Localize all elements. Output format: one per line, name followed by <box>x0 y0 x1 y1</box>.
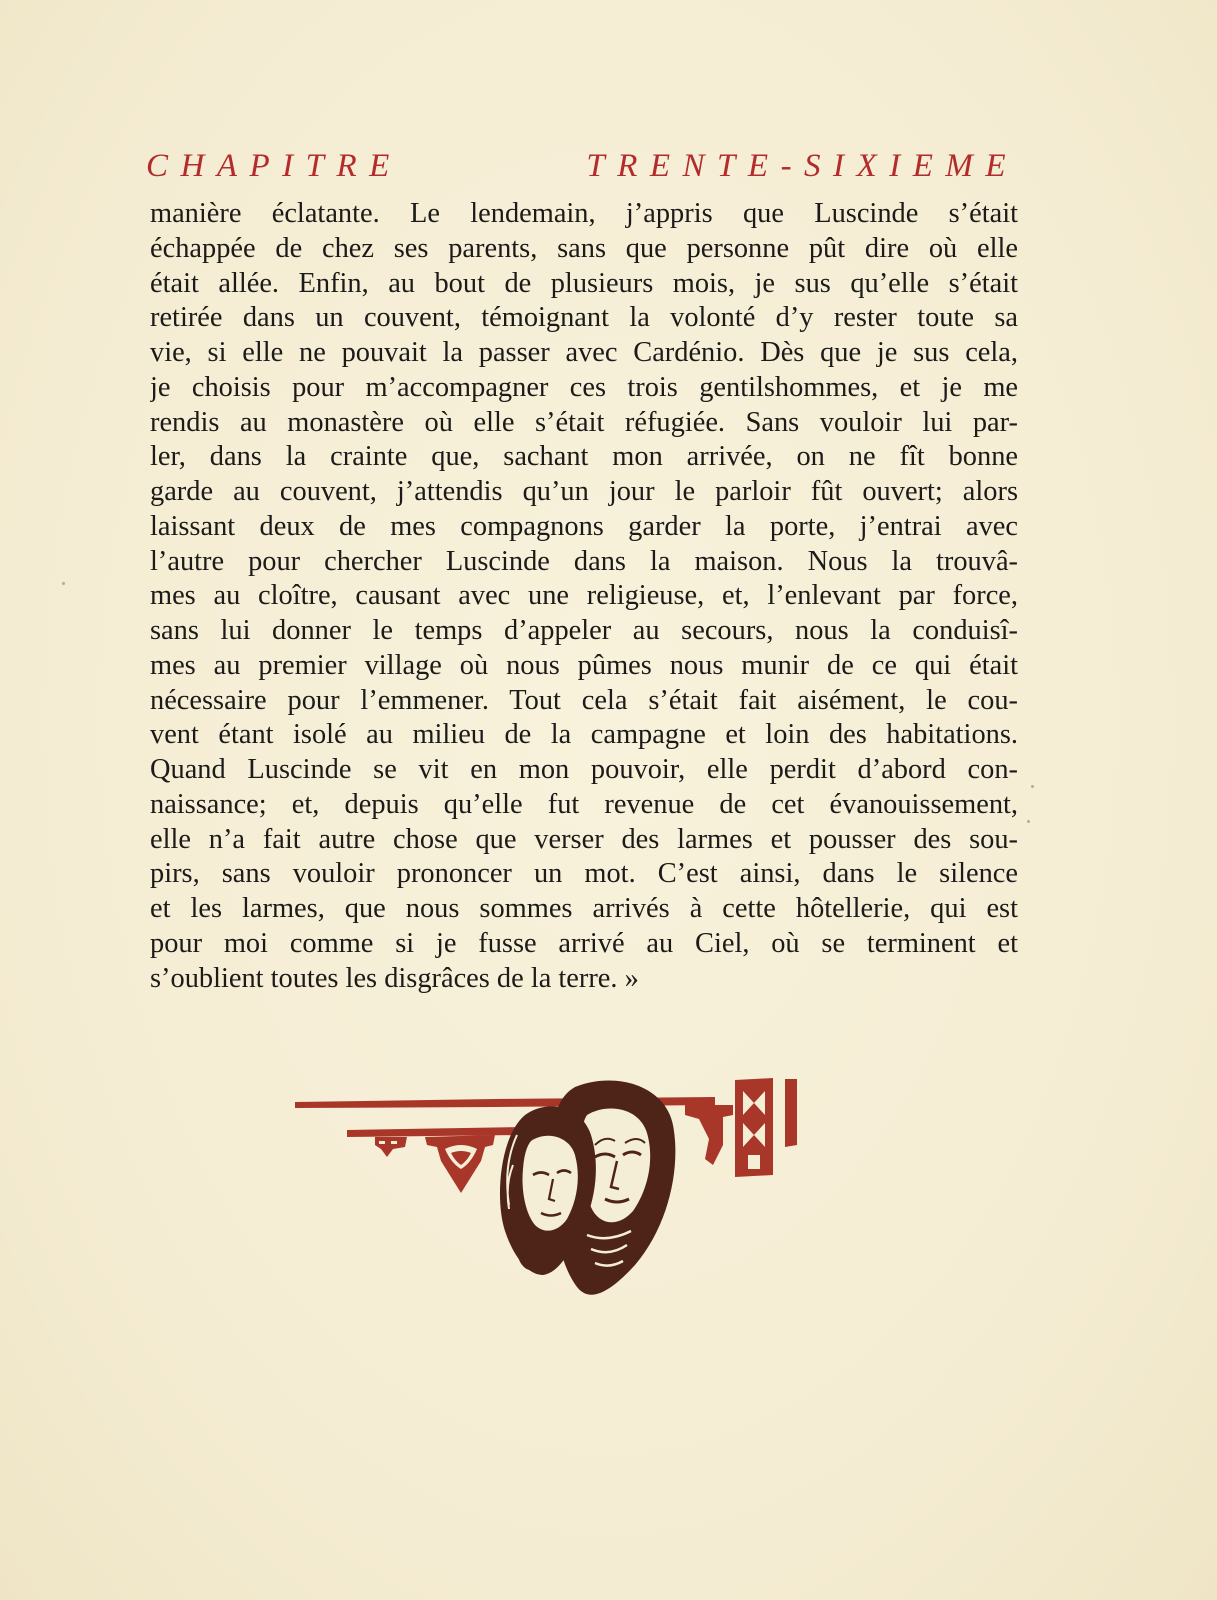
text-line: manière éclatante. Le lendemain, j’appris que Luscinde s’était <box>150 198 1018 229</box>
text-line: rendis au monastère où elle s’était réfugiée. Sans vouloir lui par- <box>150 406 1018 438</box>
text-line: Quand Luscinde se vit en mon pouvoir, elle perdit d’abord con- <box>150 754 1018 785</box>
text-line: laissant deux de mes compagnons garder la porte, j’entrai avec <box>150 510 1018 542</box>
text-line: elle n’a fait autre chose que verser des larmes et pousser des sou- <box>150 823 1018 855</box>
faces-illustration <box>500 1081 675 1295</box>
text-line: retirée dans un couvent, témoignant la volonté d’y rester toute sa <box>150 302 1018 334</box>
woodcut-vignette <box>295 1075 825 1310</box>
text-line: pirs, sans vouloir prononcer un mot. C’est ainsi, dans le silence <box>150 858 1018 890</box>
paper-speck <box>1027 820 1030 823</box>
text-line: garde au couvent, j’attendis qu’un jour le parloir fût ouvert; alors <box>150 476 1018 507</box>
text-line: vent étant isolé au milieu de la campagne et loin des habitations. <box>150 719 1018 751</box>
running-head <box>146 146 1018 186</box>
paper-speck <box>1031 785 1034 788</box>
text-line: était allée. Enfin, au bout de plusieurs mois, je sus qu’elle s’était <box>150 267 1018 299</box>
text-line: et les larmes, que nous sommes arrivés à cette hôtellerie, qui est <box>150 893 1018 924</box>
text-line: pour moi comme si je fusse arrivé au Ciel, où se terminent et <box>150 927 1018 959</box>
text-line: vie, si elle ne pouvait la passer avec Cardénio. Dès que je sus cela, <box>150 337 1018 368</box>
text-line: mes au cloître, causant avec une religieuse, et, l’enlevant par force, <box>150 580 1018 612</box>
paper-speck <box>62 582 65 585</box>
running-head-chapter: CHAPITRE <box>146 148 402 184</box>
body-text <box>150 197 1018 996</box>
text-line: ler, dans la crainte que, sachant mon arrivée, on ne fît bonne <box>150 441 1018 473</box>
text-line: sans lui donner le temps d’appeler au secours, nous la conduisî- <box>150 615 1018 646</box>
text-line: nécessaire pour l’emmener. Tout cela s’était fait aisément, le cou- <box>150 684 1018 716</box>
text-line: mes au premier village où nous pûmes nous munir de ce qui était <box>150 649 1018 681</box>
text-line: naissance; et, depuis qu’elle fut revenue de cet évanouissement, <box>150 788 1018 820</box>
text-line: l’autre pour chercher Luscinde dans la maison. Nous la trouvâ- <box>150 545 1018 577</box>
text-line: échappée de chez ses parents, sans que personne pût dire où elle <box>150 232 1018 264</box>
text-line: je choisis pour m’accompagner ces trois gentilshommes, et je me <box>150 371 1018 403</box>
running-head-chapter-number: TRENTE-SIXIEME <box>586 148 1018 184</box>
text-line-last: s’oublient toutes les disgrâces de la terre. » <box>150 962 639 994</box>
